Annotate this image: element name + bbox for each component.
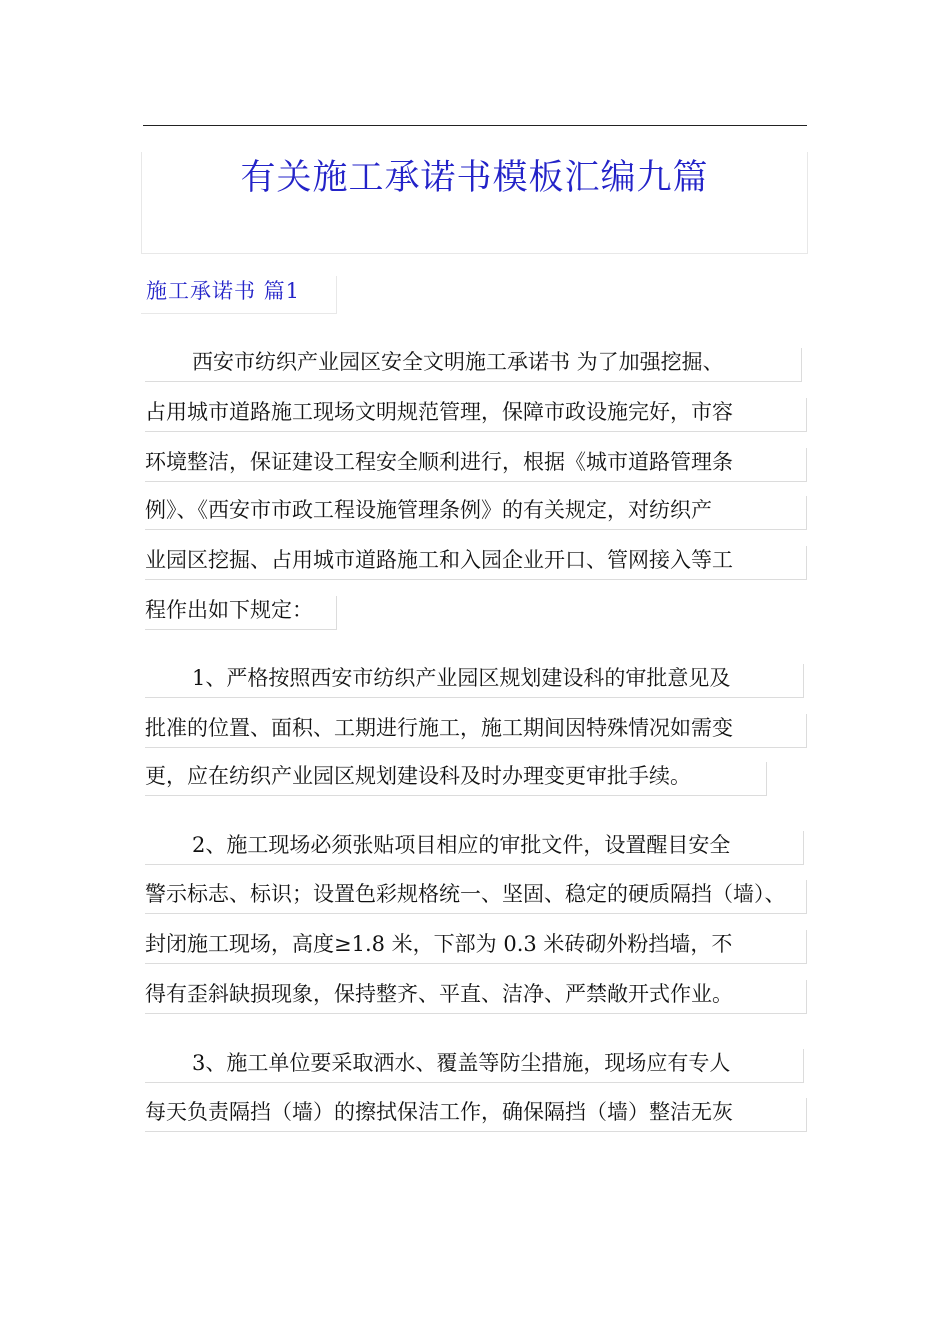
text-line: 更，应在纺织产业园区规划建设科及时办理变更审批手续。 <box>145 762 767 796</box>
section-heading: 施工承诺书 篇1 <box>146 279 301 303</box>
text-line: 西安市纺织产业园区安全文明施工承诺书 为了加强挖掘、 <box>145 348 802 382</box>
section-box <box>141 276 337 314</box>
text-line: 3、施工单位要采取洒水、覆盖等防尘措施，现场应有专人 <box>145 1049 804 1083</box>
top-rule <box>143 125 807 126</box>
title-box <box>141 152 808 254</box>
text-line: 批准的位置、面积、工期进行施工，施工期间因特殊情况如需变 <box>145 714 807 748</box>
text-line: 封闭施工现场，高度≥1.8 米，下部为 0.3 米砖砌外粉挡墙，不 <box>145 930 807 964</box>
text-line: 例》、《西安市市政工程设施管理条例》的有关规定，对纺织产 <box>145 496 807 530</box>
text-line: 业园区挖掘、占用城市道路施工和入园企业开口、管网接入等工 <box>145 546 807 580</box>
document-title: 有关施工承诺书模板汇编九篇 <box>240 158 709 198</box>
text-line: 得有歪斜缺损现象，保持整齐、平直、洁净、严禁敞开式作业。 <box>145 980 807 1014</box>
text-line: 1、严格按照西安市纺织产业园区规划建设科的审批意见及 <box>145 664 804 698</box>
text-line: 2、施工现场必须张贴项目相应的审批文件，设置醒目安全 <box>145 831 804 865</box>
text-line: 每天负责隔挡（墙）的擦拭保洁工作，确保隔挡（墙）整洁无灰 <box>145 1098 807 1132</box>
text-line: 环境整洁，保证建设工程安全顺利进行，根据《城市道路管理条 <box>145 448 807 482</box>
text-line: 程作出如下规定： <box>145 596 337 630</box>
text-line: 占用城市道路施工现场文明规范管理，保障市政设施完好，市容 <box>145 398 807 432</box>
text-line: 警示标志、标识；设置色彩规格统一、坚固、稳定的硬质隔挡（墙）、 <box>145 880 807 914</box>
